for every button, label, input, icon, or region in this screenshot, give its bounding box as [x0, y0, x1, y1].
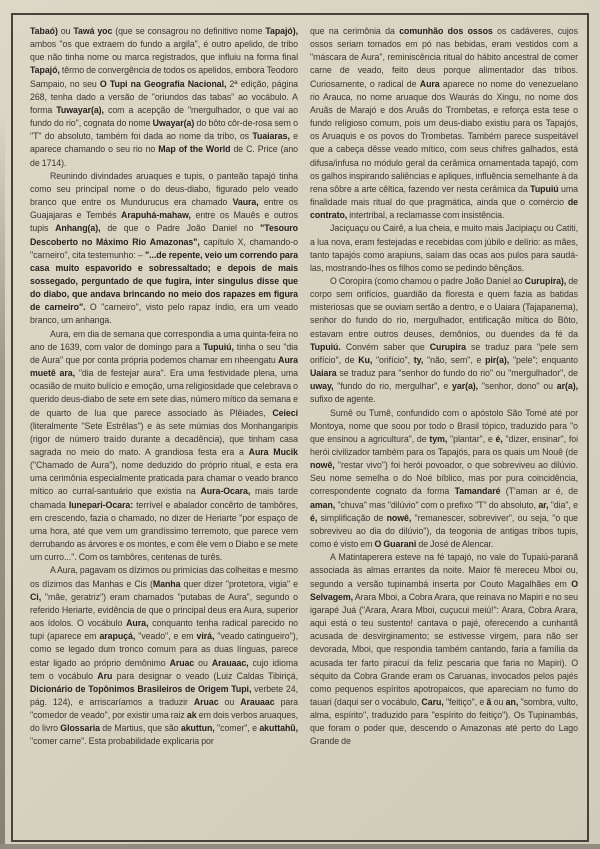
text-run: do bôto côr-de-rosa sem o "T" do absoluto, também foi dada ao nome da tribo, os: [30, 118, 298, 142]
paragraph: [30, 564, 298, 748]
text-run: para designar o veado (Luiz Caldas Tibiriçá,: [112, 670, 298, 681]
text-run: "orifício",: [372, 354, 414, 365]
text-run: "senhor, dono" ou: [478, 381, 557, 392]
text-run: O "carneiro", visto pelo rapaz índio, era um veado branco, um anhanga.: [30, 302, 298, 326]
text-run: "plantar", e: [447, 433, 496, 444]
text-run: "sombra, vulto, alma, espírito", traduzido para "espírito do feitiço"). Os Tupinambás, que foram o poder que, descendo o Amazonas até perto do Lago Grande de: [310, 696, 578, 747]
bold-term: aman,: [310, 499, 336, 510]
bold-term: Aruac: [169, 657, 195, 668]
bold-term: uway,: [310, 381, 334, 392]
text-run: cujo idioma tem o vocábulo: [30, 657, 298, 681]
text-run: "remanescer, sobreviver", ou seja, "o que sobreviveu ao dia do dilúvio"), da teogonia de antigas tribos tupis, como é visto em: [310, 512, 578, 550]
bold-term: Aura Mucik: [248, 447, 298, 457]
text-run: de corpo sem orifícios, guardião da floresta e quem fazia as batidas misteriosas que se ouviam sertão a dentro, e o Uaiara (Tajapanema), senhor do fundo do rio, mergulhador, entificação mítica do Bôto, estavam entre outros deuses, demônios, ou duendes da fé da: [310, 275, 578, 339]
bold-term: Glossaria: [60, 723, 100, 734]
text-run: "feitiço", e: [443, 696, 487, 707]
paragraph: [310, 25, 578, 222]
text-run: e aparece chamando o seu rio no: [30, 131, 298, 155]
text-column-left: [30, 25, 298, 817]
bold-term: Aura,: [126, 618, 149, 629]
bold-term: Aura-Ocara,: [200, 486, 251, 497]
bold-term: yar(a),: [452, 381, 479, 392]
bold-term: é,: [310, 512, 318, 523]
paragraph: [310, 551, 578, 748]
bold-term: Aruac: [193, 696, 219, 707]
text-run: "dia de festejar aura". Era uma festividade plena, uma ocasião de muito bulício e emoção, uma religiosidade que celebrava o querido deus-diabo de sete em sete dias, número mítico da semana e de quarto de lua que parece associado às Plêiades,: [30, 368, 298, 418]
bold-term: O Tupi na Geografia Nacional,: [99, 78, 227, 89]
text-run: "comer carne". Esta probabilidade explicaria por: [30, 736, 214, 747]
text-run: "não, sem", e: [423, 354, 486, 365]
text-run: aparece no nome do venezuelano rio Arauca, no nome aruaque dos Waurás do Xingu, no nome dos Aruãs de Marajó e dos Aruãs do Trombetas, e reforça esta tese o fundo religioso comum, pois um deus-diabo existiu para os Tapajós, os Aruaquis e os povos do Trombetas. Também parece suspeitável que a cabeça dêsse veado mítico, com seus chifres galhados, está difusa/infusa no módulo geral da cerâmica ornamentada tapajó, com os galhos inspirando saliências e apliques, influência semelhante à da rena sôbre a arte cêltica, fazendo ver nesta cerâmica da: [310, 78, 578, 194]
bold-term: ty,: [413, 354, 424, 365]
text-run: ambos "os que extraem do fundo a argila", é outro apelido, de tribo que não tinha nome ou marca registrados, que influiu na forma final: [30, 39, 298, 63]
text-run: "fundo do rio, mergulhar", e: [333, 381, 453, 392]
text-run: "veado catingueiro"), como se legado dum tronco comum para as duas línguas, parece estar ligado ao próprio demônimo: [30, 631, 298, 668]
text-run: uma finalidade mais ritual do que pragmática, ainda que o comércio: [310, 183, 578, 208]
bold-term: Tawá yoc: [73, 26, 113, 36]
text-run: têrmo de convergência de todos os apelidos, embora Teodoro Sampaio, no seu: [30, 65, 298, 89]
text-run: quer dizer "protetora, vigia" e: [180, 578, 298, 589]
text-run: (literalmente "Sete Estrêlas") e às sete múmias dos Monhangaripis (rigor de número traído durante a decadência), que tinham casa sagrada no meio do mato. A grandiosa festa era a: [30, 420, 298, 457]
text-run: "veado", e em: [135, 631, 197, 642]
bold-term: nowê,: [310, 460, 335, 471]
bold-term: Ceieci: [272, 407, 298, 418]
text-run: Convém saber que: [340, 341, 430, 352]
bold-term: ar(a),: [556, 381, 578, 392]
bold-term: Ku,: [358, 354, 373, 365]
text-run: para "comedor de veado", por existir uma raiz: [30, 696, 298, 721]
text-run: de que o Padre João Daniel no: [100, 223, 261, 234]
paragraph: [310, 275, 578, 407]
text-run: que na cerimônia da: [310, 26, 400, 36]
text-run: Aura, em dia de semana que correspondia a uma quinta-feira no ano de 1639, com valor de domingo para a: [30, 328, 298, 352]
bold-term: Tapajó),: [265, 26, 298, 36]
bold-term: Aura: [419, 78, 440, 89]
bold-term: O Guarani: [374, 539, 417, 550]
bold-term: virá,: [196, 631, 215, 642]
bold-term: ar,: [538, 499, 549, 510]
bold-term: "Tesouro Descoberto no Máximo Rio Amazonas",: [30, 223, 298, 247]
bold-term: Aura muetê ara,: [30, 354, 298, 379]
text-run: Reunindo divindades aruaques e tupis, o panteão tapajó tinha como seu principal nome o do deus-diabo, figurado pelo veado branco que entre os Mundurucus era chamado: [30, 170, 298, 208]
paragraph: [30, 25, 298, 170]
bold-term: Tupuiú.: [310, 341, 341, 352]
text-run: os cadáveres, cujos ossos seriam tomados em pó nas bebidas, eram vestidos com a "máscara de Aura", reminiscência ritual do hábito ancestral de comer carne de veado, feito deus porque alimentador das tribos. Curiosamente, o radical de: [310, 26, 578, 89]
text-run: simplificação de: [317, 512, 387, 523]
scan-bottom-edge: [0, 844, 600, 849]
bold-term: Tuwayar(a),: [56, 104, 104, 115]
bold-term: Curupira: [429, 341, 466, 352]
text-run: de Martius, que são: [99, 723, 181, 734]
text-run: (que se consagrou no definitivo nome: [112, 26, 266, 36]
bold-term: Ci,: [30, 591, 42, 602]
bold-term: Manha: [152, 578, 181, 589]
bold-term: Anhang(a),: [55, 223, 101, 234]
text-run: "mãe, geratriz") eram chamados "putabas de Aura", segundo o referido Heriarte, evidência de que o principal deus era Aura, superior aos ídolos. O vocábulo: [30, 591, 298, 629]
text-run: A Aura, pagavam os dízimos ou primícias das colheitas e mesmo os dízimos das Manhas e Cis (: [30, 565, 298, 589]
text-run: intertribal, a reclamasse com insistência.: [347, 210, 505, 221]
text-run: de José de Alencar.: [416, 539, 494, 550]
bold-term: pir(a),: [485, 354, 510, 365]
bold-term: tym,: [429, 433, 448, 444]
text-run: "dizer, ensinar", foi herói civilizador também para os Tapajós, para os quais um Nouê (de: [310, 433, 578, 457]
bold-term: akuttun,: [180, 723, 215, 734]
scan-gutter-shadow: [0, 110, 5, 849]
bold-term: Dicionário de Topônimos Brasileiros de Origem Tupi,: [30, 683, 252, 694]
bold-term: ã: [486, 696, 492, 707]
text-run: em dois verbos aruaques, do livro: [30, 710, 298, 734]
text-run: Jaciçuaçu ou Cairê, a lua cheia, e muito mais Jacipiaçu ou Catiti, a lua nova, eram festejadas e recebidas com júbilo e delírio: as mães, tanto tapajós como arapiuns, saíam das ocas aos pulos para saudá-las, mostrando-lhes os filhos como se pedindo bênçãos.: [310, 223, 578, 273]
text-run: tinha o seu "dia de Aura" que por conta própria podemos chamar em nheengatu: [30, 341, 298, 365]
text-run: ou: [218, 696, 241, 707]
text-run: conquanto tenha radical parecido no tupi (aparece em: [30, 618, 298, 642]
bold-term: Arapuhá-mahaw,: [121, 210, 191, 221]
text-run: mais tarde chamada: [30, 486, 298, 510]
text-run: "dia", e: [548, 499, 578, 510]
text-run: com a acepção de "mergulhador, o que vai ao fundo do rio", cognata do nome: [30, 104, 298, 129]
bold-term: O Selvagem,: [310, 578, 578, 602]
bold-term: Aru: [97, 670, 113, 681]
bold-term: ak: [186, 710, 197, 721]
text-run: se traduz para "senhor do fundo do rio" ou "mergulhador", de: [336, 368, 578, 379]
text-run: Sumê ou Tumê, confundido com o apóstolo São Tomé até por Montoya, nome que soou por todo o Brasil tópico, traduzido para "o que ensinou a agricultura", de: [310, 407, 578, 444]
text-run: "comer", e: [214, 723, 260, 734]
bold-term: Tupuiú,: [203, 341, 234, 352]
text-run: de C. Price (ano de 1714).: [30, 144, 298, 168]
text-run: "pele"; enquanto: [509, 354, 578, 365]
bold-term: Arauaac,: [211, 657, 249, 668]
text-run: 2ª edição, página 268, tenha dado a versão de "oriundos das tabas" ao vocábulo. A forma: [30, 78, 298, 115]
bold-term: Iunepari-Ocara:: [68, 499, 134, 510]
bold-term: Tapajó,: [30, 65, 60, 76]
bold-term: Tuaiaras,: [252, 131, 290, 142]
bold-term: "...de repente, veio um correndo para casa muito espavorido e sobressaltado; e depois de mais sossegado, perguntado de que fugira, inter singulus disse que do diabo, que andava brincando no meio dos rapazes em figura de carneiro".: [30, 249, 298, 313]
text-run: entre os Mauês e outros tupis: [30, 210, 298, 234]
text-column-right: [310, 25, 578, 817]
text-run: ("Chamado de Aura"), nome deduzido do próprio ritual, e esta era uma cerimônia especialmente praticada para chamar o veado branco mítico ao curral-santuário que existia na: [30, 460, 298, 497]
bold-term: an,: [505, 696, 519, 707]
text-run: A Matintaperera esteve na fé tapajó, no vale do Tupaiú-paranã associada às almas errantes da noite. Maior fé mereceu Mboi ou, segundo a versão tupinambá inserta por Couto Magalhães em: [310, 552, 578, 589]
text-run: "chuva" mas "dilúvio" com o prefixo "T" do absoluto,: [335, 499, 539, 510]
text-run: "restar vivo") foi herói povoador, o que sobreviveu ao dilúvio. Seu nome semelha o do Noé bíblico, mas por pura coincidência, correspondente cognato da forma: [310, 460, 578, 497]
text-run: verbete 24, pág. 124), e arriscaríamos a traduzir: [30, 683, 298, 707]
text-run: entre os Guajajaras e Tembés: [30, 197, 298, 221]
text-run: terrível e abalador concêrto de tambôres, em crescendo, fazia o chamado, no dizer de Heriarte "por espaço de uma hora, até que vem um grandíssimo terremoto, que parece vem derrubando as árvores e os montes, e com êle vem o Diabo e se mete um curro...". Com os tambôres, centenas de turês.: [30, 499, 298, 563]
bold-term: nowê,: [386, 512, 412, 523]
text-run: O Coropira (como chamou o padre João Daniel ao: [330, 275, 525, 286]
paragraph: [310, 407, 578, 552]
bold-term: arapuçá,: [99, 631, 136, 642]
bold-term: Tamandaré: [454, 486, 501, 497]
text-run: se traduz para "pele sem orifício", de: [310, 341, 578, 365]
paragraph: [310, 222, 578, 275]
bold-term: Caru,: [421, 696, 444, 707]
bold-term: é,: [495, 433, 503, 444]
text-run: ou: [491, 696, 506, 707]
paragraph: [30, 328, 298, 565]
bold-term: Vaura,: [232, 197, 259, 208]
bold-term: akuttahũ,: [259, 723, 298, 734]
text-run: capítulo X, chamando-o "carneiro", cita testemunho: –: [30, 236, 298, 260]
text-run: ou: [194, 657, 212, 668]
bold-term: comunhão dos ossos: [399, 26, 493, 36]
bold-term: de contrato,: [310, 197, 578, 221]
text-run: (T'aman ar é, de: [500, 486, 578, 497]
bold-term: Arauaac: [240, 696, 275, 707]
text-run: Arara Mboi, a Cobra Arara, que reinava no Mapiri e no seu igarapé Juá ("Arara, Arara Mboi, cuçucui meiú!": Arara, Cobra Arara, aqui está o teu sustento! cantava o pajé, oferecendo a cunhantã acusada de desvirginamento; se estivesse virgem, para não ser devorada, Mboi, que respondia também cantando, faria a família da acusada ter farto piracuí da feliz pescaria que faria no Mapiri). O séquito da Cobra Grande eram os Caruanas, invocados pelos pajés como pequenos espíritos apotropaicos, que apareciam no fumo do tauari (daqui ser o vocábulo,: [310, 591, 578, 707]
text-run: sufixo de agente.: [310, 394, 376, 405]
bold-term: Map of the World: [158, 144, 231, 155]
text-run: ou: [57, 26, 74, 36]
bold-term: Tabaó): [30, 26, 58, 36]
bold-term: Curupira),: [524, 275, 567, 286]
bold-term: Uwayar(a): [152, 118, 195, 129]
bold-term: Tupuiú: [530, 183, 559, 194]
bold-term: Uaiara: [310, 368, 337, 379]
paragraph: [30, 170, 298, 328]
